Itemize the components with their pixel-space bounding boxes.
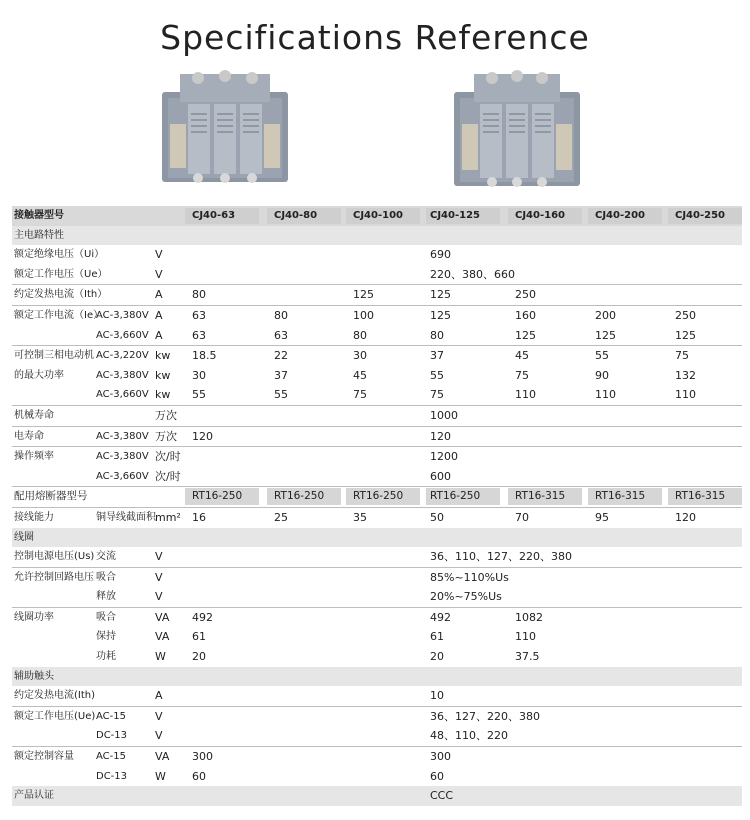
row-unit: A [155, 328, 163, 342]
spec-row [12, 746, 742, 767]
spec-row [12, 567, 742, 588]
contactor-photo-small [160, 64, 290, 194]
row-unit: VA [155, 610, 170, 624]
spec-value: 18.5 [192, 349, 217, 363]
spec-table [12, 206, 742, 806]
spec-row [12, 405, 742, 426]
spec-value: 80 [274, 308, 288, 322]
row-unit: A [155, 689, 163, 703]
row-label: 约定发热电流（Ith） [14, 289, 108, 301]
row-unit: VA [155, 750, 170, 764]
spec-row [12, 507, 742, 528]
row-unit: mm² [155, 510, 181, 524]
spec-value: 110 [595, 388, 616, 402]
spec-value: 300 [192, 750, 213, 764]
spec-row [12, 366, 742, 386]
row-condition: DC-13 [96, 730, 128, 742]
row-unit: V [155, 729, 163, 743]
row-label: 额定工作电压(Ue) [14, 710, 96, 722]
spec-value: 80 [192, 288, 206, 302]
spec-value: 300 [430, 750, 451, 764]
row-label: 接线能力 [14, 511, 54, 523]
spec-row [12, 326, 742, 346]
row-condition: 功耗 [96, 651, 116, 663]
model-header: CJ40-250 [675, 210, 725, 221]
section-heading-row [12, 528, 742, 548]
row-label: 线圈功率 [14, 611, 54, 623]
spec-header-row [12, 206, 742, 226]
row-unit: V [155, 248, 163, 262]
spec-value: 55 [192, 388, 206, 402]
spec-value: RT16-250 [274, 490, 325, 503]
spec-row [12, 345, 742, 366]
spec-value: 45 [515, 349, 529, 363]
spec-value: 1200 [430, 450, 458, 464]
spec-value: 95 [595, 510, 609, 524]
spec-value: 125 [595, 328, 616, 342]
spec-value: 200 [595, 308, 616, 322]
row-unit: W [155, 769, 166, 783]
spec-value: 250 [675, 308, 696, 322]
row-label: 允许控制回路电压 [14, 571, 94, 583]
model-header: CJ40-125 [430, 210, 480, 221]
spec-row [12, 547, 742, 567]
row-label: 配用熔断器型号 [14, 490, 88, 503]
model-header: CJ40-80 [274, 210, 318, 221]
section-heading-row [12, 786, 742, 806]
row-unit: kw [155, 388, 171, 402]
spec-value: 63 [192, 328, 206, 342]
row-condition: AC-3,380V [96, 309, 149, 321]
model-header: CJ40-100 [353, 210, 403, 221]
spec-value: 690 [430, 248, 451, 262]
spec-row [12, 686, 742, 706]
spec-value: 110 [515, 630, 536, 644]
spec-value: 70 [515, 510, 529, 524]
spec-row [12, 305, 742, 326]
row-label: 线圈 [14, 531, 34, 543]
spec-row [12, 467, 742, 487]
row-condition: AC-3,380V [96, 430, 149, 442]
spec-value: 30 [353, 349, 367, 363]
spec-value: 125 [675, 328, 696, 342]
spec-value: 492 [192, 610, 213, 624]
spec-row [12, 767, 742, 787]
spec-value: RT16-250 [430, 490, 481, 503]
spec-value: 20%~75%Us [430, 590, 502, 604]
spec-value: RT16-250 [353, 490, 404, 503]
row-condition: DC-13 [96, 770, 128, 782]
header-label: 接触器型号 [14, 210, 64, 221]
row-label: 约定发热电流(Ith) [14, 690, 96, 702]
spec-value: 250 [515, 288, 536, 302]
row-label: 额定绝缘电压（Ui） [14, 249, 105, 261]
row-condition: AC-3,660V [96, 389, 149, 401]
spec-value: 37 [430, 349, 444, 363]
row-unit: A [155, 308, 163, 322]
row-label: 可控制三相电动机 [14, 350, 94, 362]
spec-value: 50 [430, 510, 444, 524]
spec-value: 75 [353, 388, 367, 402]
row-unit: 次/时 [155, 450, 181, 464]
spec-value: 132 [675, 368, 696, 382]
spec-value: 80 [430, 328, 444, 342]
row-label: 的最大功率 [14, 369, 64, 381]
spec-value: 20 [192, 650, 206, 664]
row-unit: W [155, 650, 166, 664]
spec-value: 22 [274, 349, 288, 363]
row-unit: V [155, 709, 163, 723]
spec-value: 60 [192, 769, 206, 783]
row-condition: AC-3,380V [96, 451, 149, 463]
row-condition: 吸合 [96, 571, 116, 583]
row-unit: VA [155, 630, 170, 644]
spec-value: 120 [430, 429, 451, 443]
spec-value: 55 [595, 349, 609, 363]
spec-value: 63 [192, 308, 206, 322]
row-unit: V [155, 570, 163, 584]
spec-value: RT16-315 [675, 490, 726, 503]
spec-value: 25 [274, 510, 288, 524]
row-label: 辅助触头 [14, 670, 54, 682]
row-unit: kw [155, 368, 171, 382]
spec-value: 37 [274, 368, 288, 382]
spec-row [12, 587, 742, 607]
row-condition: AC-3,380V [96, 369, 149, 381]
spec-value: 90 [595, 368, 609, 382]
spec-row [12, 706, 742, 727]
spec-row [12, 647, 742, 667]
spec-value: 45 [353, 368, 367, 382]
spec-value: 80 [353, 328, 367, 342]
row-condition: AC-15 [96, 710, 126, 722]
model-header: CJ40-160 [515, 210, 565, 221]
spec-row [12, 284, 742, 305]
row-condition: 保持 [96, 631, 116, 643]
row-condition: AC-3,220V [96, 350, 149, 362]
spec-value: 35 [353, 510, 367, 524]
row-label: 产品认证 [14, 790, 54, 802]
spec-value: 55 [430, 368, 444, 382]
spec-value: 125 [430, 308, 451, 322]
spec-value: RT16-250 [192, 490, 243, 503]
spec-value: 75 [430, 388, 444, 402]
row-unit: V [155, 267, 163, 281]
row-condition: 铜导线截面积 [96, 511, 156, 523]
row-label: 操作频率 [14, 451, 54, 463]
spec-value: 75 [675, 349, 689, 363]
spec-value: 600 [430, 469, 451, 483]
spec-value: 100 [353, 308, 374, 322]
spec-value: CCC [430, 789, 454, 803]
spec-row [12, 726, 742, 746]
spec-value: 120 [192, 429, 213, 443]
spec-value: 125 [515, 328, 536, 342]
spec-value: 75 [515, 368, 529, 382]
spec-value: 61 [192, 630, 206, 644]
row-label: 电寿命 [14, 430, 44, 442]
model-header: CJ40-200 [595, 210, 645, 221]
spec-row [12, 607, 742, 628]
spec-value: 16 [192, 510, 206, 524]
spec-value: 37.5 [515, 650, 540, 664]
spec-row [12, 426, 742, 447]
spec-value: 1000 [430, 408, 458, 422]
spec-value: 120 [675, 510, 696, 524]
row-label: 主电路特性 [14, 229, 64, 241]
spec-value: 110 [675, 388, 696, 402]
spec-value: 85%~110%Us [430, 570, 509, 584]
spec-value: 36、127、220、380 [430, 709, 540, 723]
spec-row [12, 265, 742, 285]
spec-value: 30 [192, 368, 206, 382]
spec-value: 20 [430, 650, 444, 664]
spec-row [12, 486, 742, 507]
spec-value: 220、380、660 [430, 267, 515, 281]
row-label: 机械寿命 [14, 409, 54, 421]
row-label: 额定控制容量 [14, 751, 74, 763]
spec-value: 60 [430, 769, 444, 783]
row-condition: 吸合 [96, 611, 116, 623]
contactor-photo-large [452, 66, 582, 196]
spec-value: RT16-315 [595, 490, 646, 503]
section-heading-row [12, 667, 742, 687]
row-label: 额定工作电压（Ue） [14, 268, 108, 280]
spec-row [12, 446, 742, 467]
spec-value: 63 [274, 328, 288, 342]
row-unit: kw [155, 349, 171, 363]
spec-value: 160 [515, 308, 536, 322]
spec-value: 492 [430, 610, 451, 624]
row-unit: A [155, 288, 163, 302]
row-condition: 释放 [96, 591, 116, 603]
spec-value: 48、110、220 [430, 729, 508, 743]
spec-row [12, 245, 742, 265]
spec-value: 61 [430, 630, 444, 644]
page-title: Specifications Reference [160, 18, 590, 57]
spec-value: RT16-315 [515, 490, 566, 503]
row-label: 控制电源电压(Us) [14, 551, 95, 563]
row-unit: V [155, 550, 163, 564]
row-unit: 次/时 [155, 469, 181, 483]
row-condition: AC-3,660V [96, 470, 149, 482]
spec-value: 125 [430, 288, 451, 302]
spec-value: 1082 [515, 610, 543, 624]
spec-value: 36、110、127、220、380 [430, 550, 572, 564]
row-unit: V [155, 590, 163, 604]
spec-value: 125 [353, 288, 374, 302]
model-header: CJ40-63 [192, 210, 236, 221]
spec-row [12, 627, 742, 647]
row-condition: 交流 [96, 551, 116, 563]
spec-value: 10 [430, 689, 444, 703]
row-label: 额定工作电流（Ie） [14, 309, 104, 321]
spec-value: 55 [274, 388, 288, 402]
row-condition: AC-15 [96, 751, 126, 763]
spec-value: 110 [515, 388, 536, 402]
section-heading-row [12, 226, 742, 246]
row-unit: 万次 [155, 429, 177, 443]
row-unit: 万次 [155, 408, 177, 422]
spec-row [12, 385, 742, 405]
row-condition: AC-3,660V [96, 329, 149, 341]
